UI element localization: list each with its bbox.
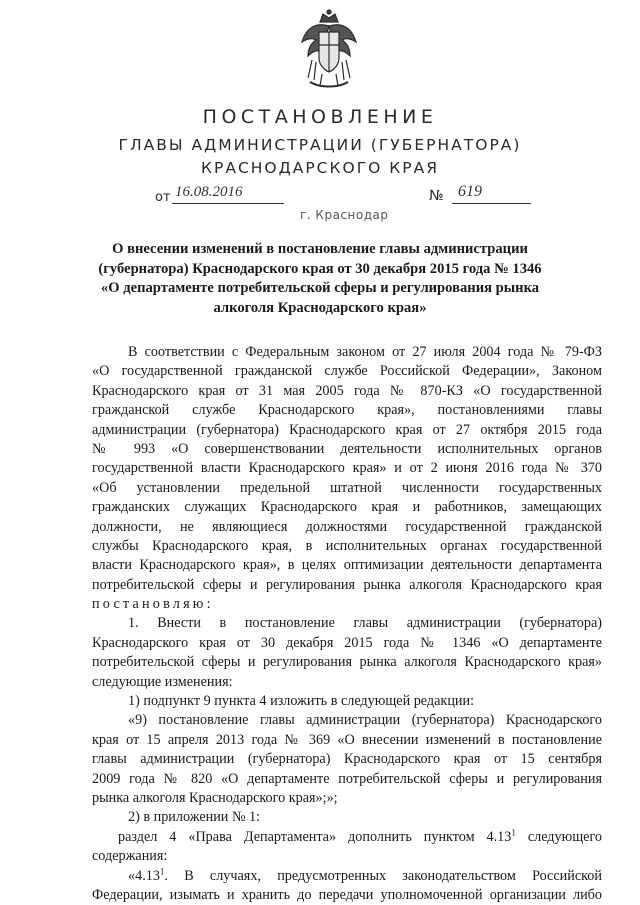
body-line: содержания: <box>92 848 168 865</box>
subitem-1: 1) подпункт 9 пункта 4 изложить в следующей редакции: <box>128 693 475 710</box>
handwritten-number: 619 <box>458 183 482 200</box>
number-label: № <box>429 188 444 204</box>
decree-word: постановляю: <box>92 596 214 613</box>
body-line: Краснодарского края от 31 мая 2005 года № 870-КЗ «О государственной <box>92 382 602 399</box>
resolution-title-line: (губернатора) Краснодарского края от 30 декабря 2015 года № 1346 <box>98 260 542 277</box>
body-line: «Об установлении предельной штатной численности государственных <box>92 479 602 496</box>
body-line: В соответствии с Федеральным законом от 27 июля 2004 года № 79-ФЗ <box>128 344 602 360</box>
body-line: рынка алкоголя Краснодарского края»;»; <box>92 789 338 806</box>
body-line: потребительской сферы и регулирования рынка алкоголя Краснодарского края» <box>92 654 602 671</box>
body-line: Федерации, изымать и хранить до передачи уполномоченной организации либо <box>92 886 602 903</box>
body-line: власти Краснодарского края», в целях оптимизации деятельности департамента <box>92 557 602 574</box>
section4-line: раздел 4 «Права Департамента» дополнить пунктом 4.13$^1$ следующего <box>118 827 602 845</box>
body-line: гражданских служащих Краснодарского края и работников, замещающих <box>92 499 602 516</box>
body-line: «9) постановление главы администрации (губернатора) Краснодарского <box>128 712 602 729</box>
resolution-title-line: О внесении изменений в постановление главы администрации <box>112 241 528 257</box>
handwritten-date: 16.08.2016 <box>175 184 243 200</box>
document-body <box>92 343 602 905</box>
resolution-title-line: алкоголя Краснодарского края» <box>213 299 427 316</box>
body-line: № 993 «О совершенствовании деятельности исполнительных органов <box>92 440 602 457</box>
resolution-title <box>95 240 545 318</box>
issuer-line-1: ГЛАВЫ АДМИНИСТРАЦИИ (ГУБЕРНАТОРА) <box>118 136 522 154</box>
body-line: государственной власти Краснодарского края» и от 2 июня 2016 года № 370 <box>92 460 602 477</box>
body-line: главы администрации (губернатора) Краснодарского края от 15 сентября <box>92 751 602 768</box>
body-line: 1. Внести в постановление главы администрации (губернатора) <box>128 615 602 632</box>
date-underline <box>172 203 284 204</box>
subitem-2: 2) в приложении № 1: <box>128 809 261 826</box>
body-line: «О государственной гражданской службе Российской Федерации», Законом <box>92 363 602 380</box>
body-line: следующие изменения: <box>92 673 233 690</box>
body-line: администрации (губернатора) Краснодарского края от 27 октября 2015 года <box>92 421 602 438</box>
document-type-heading: ПОСТАНОВЛЕНИЕ <box>202 106 438 128</box>
body-line: гражданской службе Краснодарского края», постановлениями главы <box>92 402 602 419</box>
number-underline <box>452 203 531 204</box>
body-line: службы Краснодарского края, в исполнительных органах государственной <box>92 537 602 554</box>
body-line: 2009 года № 820 «О департаменте потребительской сферы и регулирования <box>92 770 602 787</box>
resolution-title-line: «О департаменте потребительской сферы и регулирования рынка <box>100 280 540 296</box>
issuer-line-2: КРАСНОДАРСКОГО КРАЯ <box>200 159 440 177</box>
body-line: должности, не являющиеся должностями государственной гражданской <box>92 518 602 535</box>
paragraph-413-line: «4.13$^1$. В случаях, предусмотренных законодательством Российской <box>128 865 602 884</box>
body-line: потребительской сферы и регулирования рынка алкоголя Краснодарского края <box>92 576 602 593</box>
body-line: края от 15 апреля 2013 года № 369 «О внесении изменений в постановление <box>92 731 602 748</box>
coat-of-arms-icon <box>298 8 360 92</box>
date-label: от <box>155 190 171 205</box>
city-name: г. Краснодар <box>300 208 389 222</box>
body-line: Краснодарского края от 30 декабря 2015 года № 1346 «О департаменте <box>92 634 602 651</box>
